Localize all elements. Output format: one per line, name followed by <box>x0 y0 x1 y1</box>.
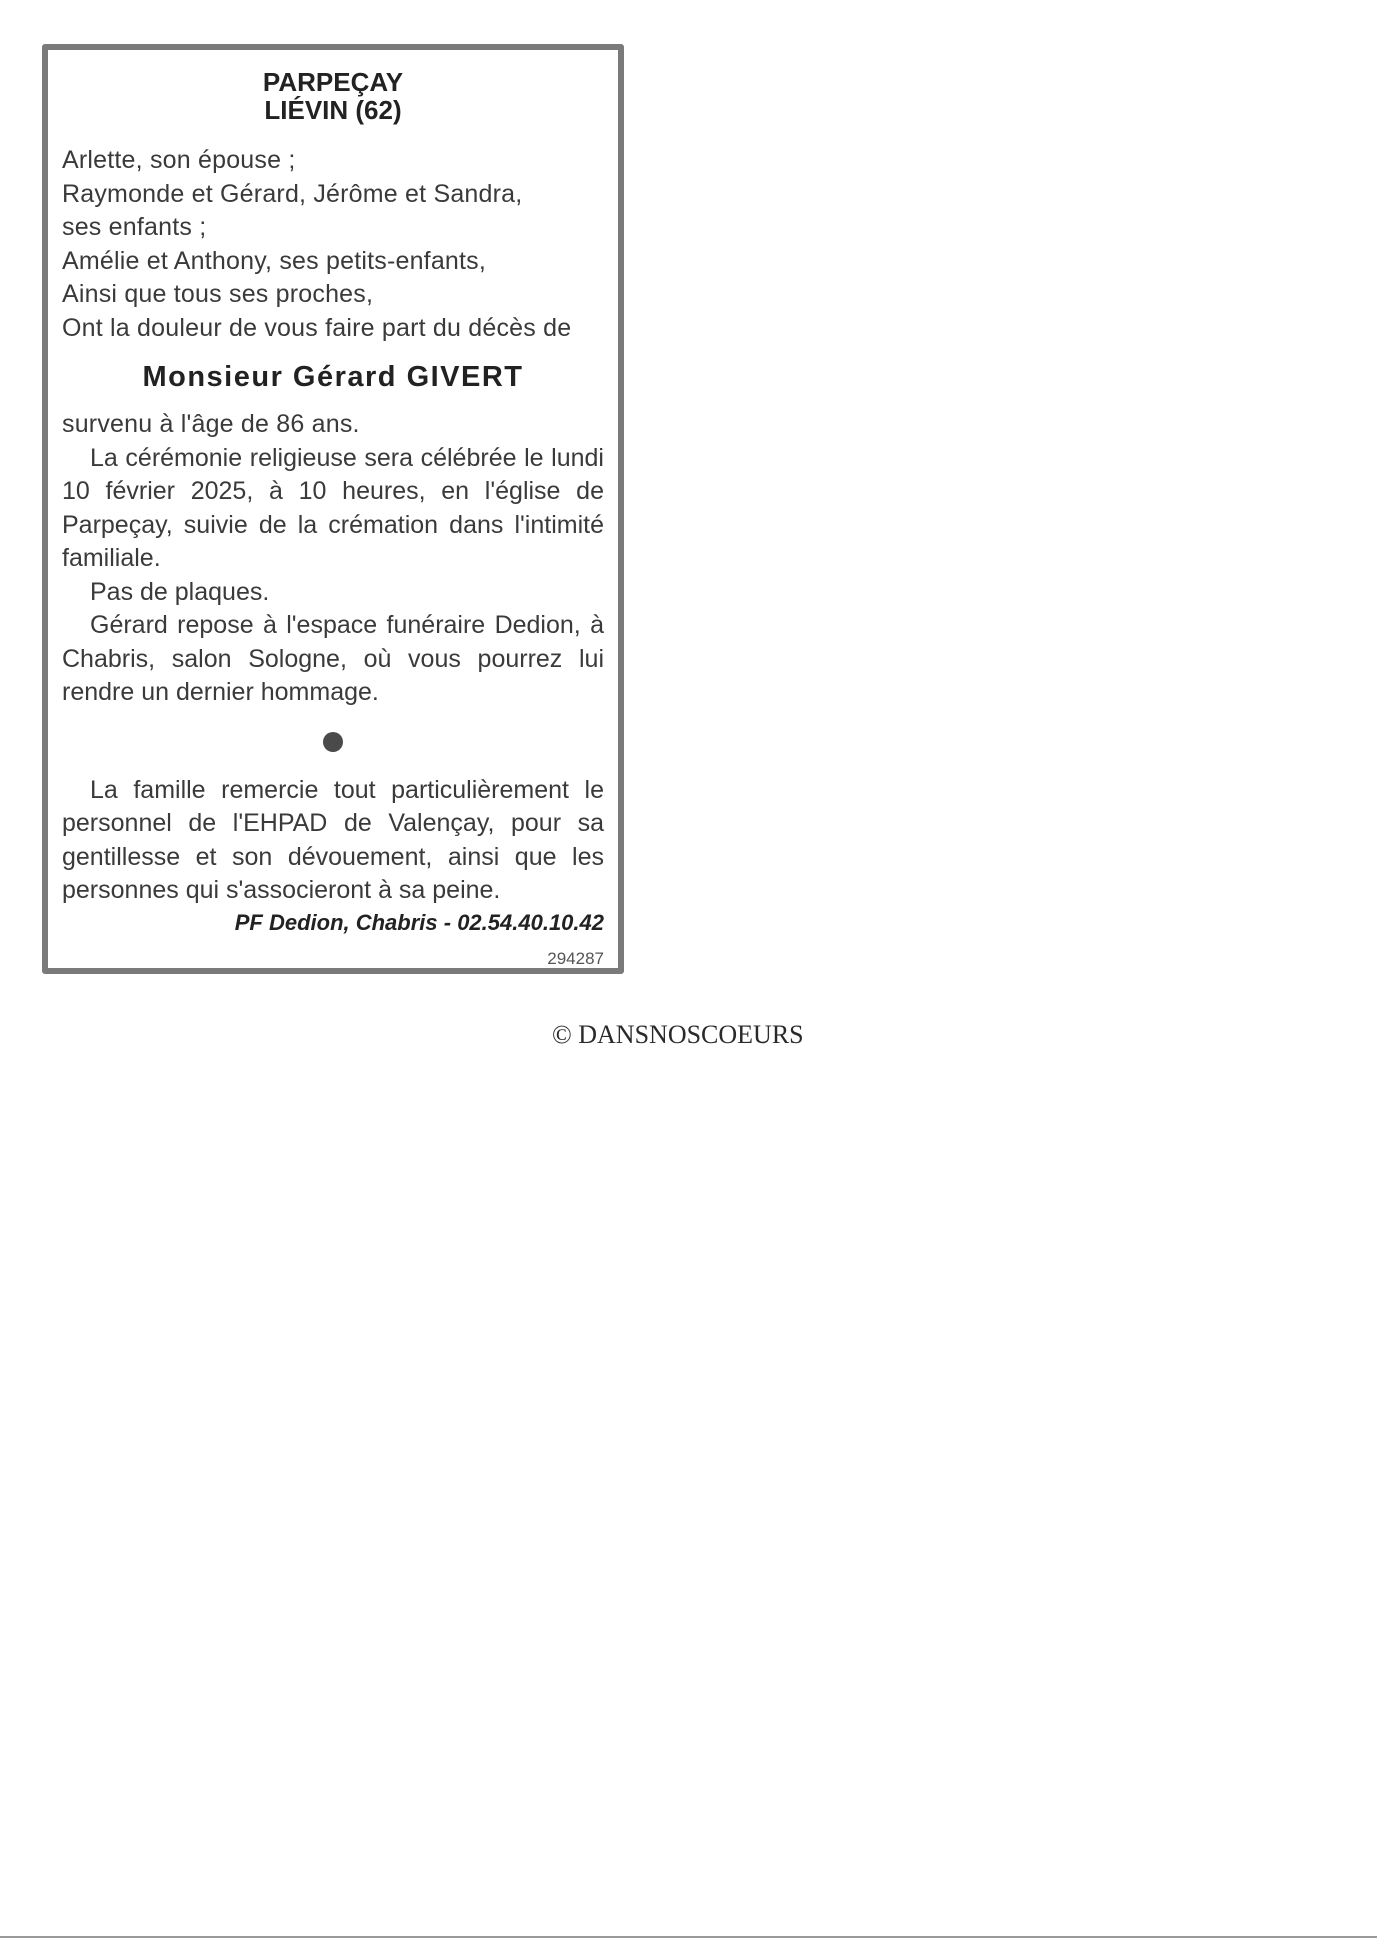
family-line: ses enfants ; <box>62 213 207 241</box>
family-line: Raymonde et Gérard, Jérôme et Sandra, <box>62 179 523 208</box>
family-line: Arlette, son épouse ; <box>62 146 296 174</box>
no-plaques-paragraph: Pas de plaques. <box>90 577 270 606</box>
obituary-notice <box>42 44 624 974</box>
funeral-home-contact: PF Dedion, Chabris - 02.54.40.10.42 <box>234 909 604 935</box>
reference-number: 294287 <box>547 948 604 968</box>
family-line: Amélie et Anthony, ses petits-enfants, <box>62 246 487 275</box>
thanks-paragraph: La famille remercie tout particulièrement le personnel de l'EHPAD de Valençay, pour sa gentillesse et son dévouement, ainsi que les personnes qui s'associeront à sa peine. <box>62 775 604 904</box>
ceremony-paragraph: La cérémonie religieuse sera célébrée le lundi 10 février 2025, à 10 heures, en l'église de Parpeçay, suivie de la crémation dans l'intimité familiale. <box>62 443 604 572</box>
page-bottom-divider <box>0 1936 1377 1938</box>
bullet-separator-icon <box>323 732 343 752</box>
deceased-name: Monsieur Gérard GIVERT <box>142 361 524 393</box>
rest-place-paragraph: Gérard repose à l'espace funéraire Dedion, à Chabris, salon Sologne, où vous pourrez lui rendre un dernier hommage. <box>62 611 604 706</box>
notice-header <box>62 68 604 124</box>
age-line: survenu à l'âge de 86 ans. <box>62 410 360 438</box>
family-line: Ont la douleur de vous faire part du décès de <box>62 313 572 342</box>
header-origin: LIÉVIN (62) <box>264 95 402 125</box>
copyright-notice: © DANSNOSCOEURS <box>552 1020 804 1049</box>
family-list <box>62 144 604 345</box>
header-town: PARPEÇAY <box>262 67 404 97</box>
family-line: Ainsi que tous ses proches, <box>62 280 374 308</box>
